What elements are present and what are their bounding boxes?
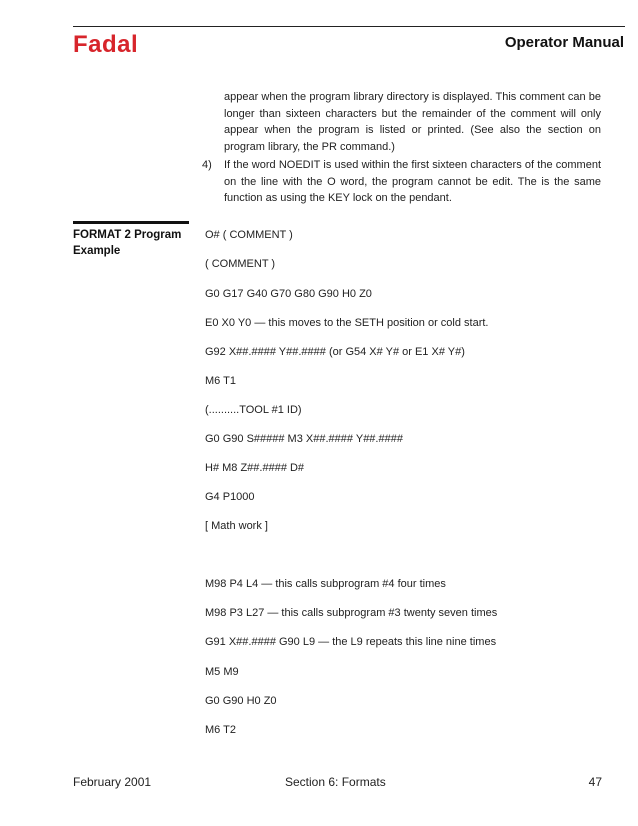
code-line: G0 G17 G40 G70 G80 G90 H0 Z0 xyxy=(205,288,372,300)
code-line: E0 X0 Y0 — this moves to the SETH position or cold start. xyxy=(205,317,489,329)
code-line: (..........TOOL #1 ID) xyxy=(205,404,302,416)
footer-page-number: 47 xyxy=(588,775,602,789)
section-rule xyxy=(73,221,189,224)
code-line: M6 T2 xyxy=(205,724,236,736)
brand-logo: Fadal xyxy=(73,31,139,58)
list-item-4 xyxy=(202,157,601,207)
code-line: ( COMMENT ) xyxy=(205,258,276,270)
code-line: G0 G90 H0 Z0 xyxy=(205,695,277,707)
code-line: M98 P4 L4 — this calls subprogram #4 four times xyxy=(205,578,446,590)
continued-paragraph: appear when the program library directory is displayed. This comment can be longer than sixteen characters but the remainder of the comment will only appear when the program is listed or printed. (See also the section on program library, the PR command.) xyxy=(224,91,601,153)
code-line: H# M8 Z##.#### D# xyxy=(205,462,305,474)
code-line: M6 T1 xyxy=(205,375,236,387)
header-rule xyxy=(73,26,625,27)
code-line: O# ( COMMENT ) xyxy=(205,229,293,241)
footer-date: February 2001 xyxy=(73,775,152,789)
code-line: [ Math work ] xyxy=(205,520,268,532)
document-title: Operator Manual xyxy=(504,34,624,51)
code-line: G92 X##.#### Y##.#### (or G54 X# Y# or E1 X# Y#) xyxy=(205,346,465,358)
code-line: G4 P1000 xyxy=(205,491,255,503)
list-item-number: 4) xyxy=(202,159,212,171)
list-item-text: If the word NOEDIT is used within the first sixteen characters of the comment on the line with the O word, the program cannot be edit. The is the same function as using the KEY lock on the pendant. xyxy=(224,159,601,204)
code-line: G91 X##.#### G90 L9 — the L9 repeats this line nine times xyxy=(205,636,497,648)
footer-section: Section 6: Formats xyxy=(285,775,386,789)
code-line: G0 G90 S##### M3 X##.#### Y##.#### xyxy=(205,433,403,445)
section-label: FORMAT 2 Program Example xyxy=(73,229,182,257)
code-line: M5 M9 xyxy=(205,666,239,678)
code-line: M98 P3 L27 — this calls subprogram #3 twenty seven times xyxy=(205,607,498,619)
